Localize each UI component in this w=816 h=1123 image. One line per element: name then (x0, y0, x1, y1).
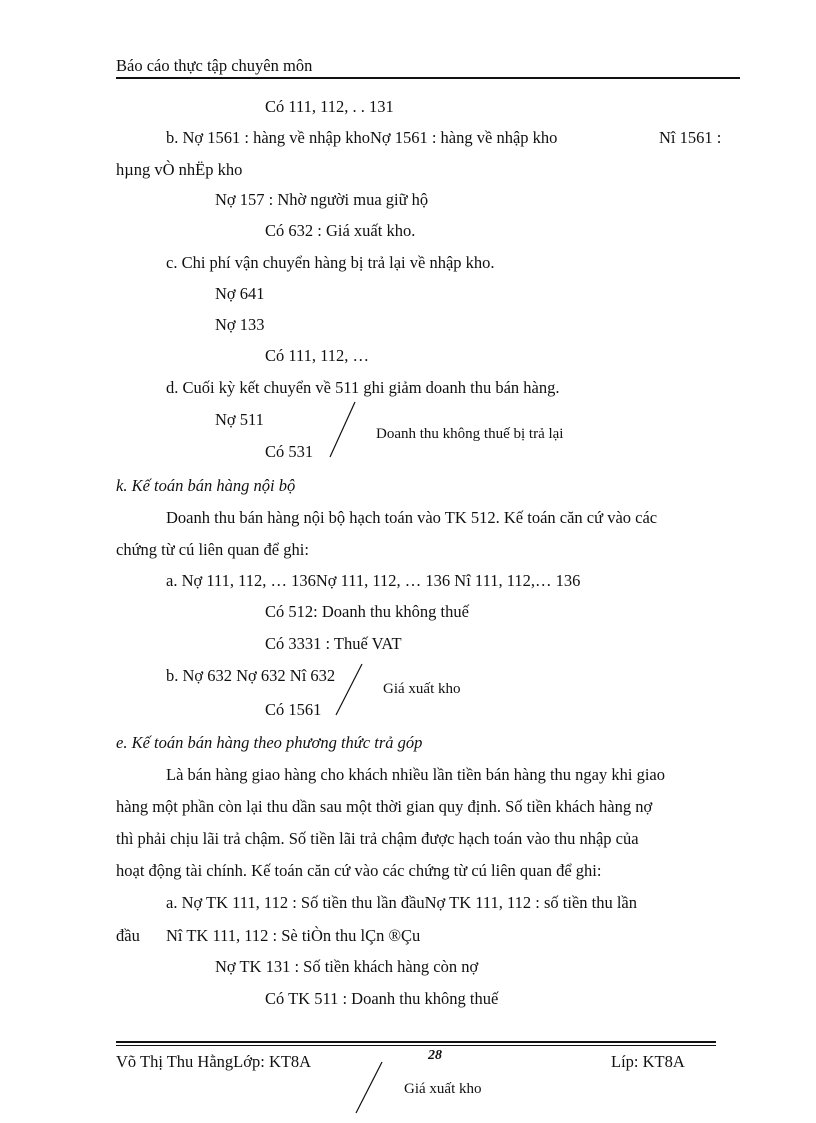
entry-line: Nî 1561 : (659, 128, 722, 147)
entry-note: Giá xuất kho (383, 681, 461, 697)
entry-line: Có 111, 112, … (265, 346, 370, 365)
paragraph-line: Doanh thu bán hàng nội bộ hạch toán vào TK 512. Kế toán căn cứ vào các (166, 508, 658, 527)
entry-line: Có 1561 (265, 700, 322, 719)
footer-rule (116, 1041, 716, 1043)
entry-line: a. Nợ TK 111, 112 : Số tiền thu lần đầuNợ TK 111, 112 : số tiền thu lần (166, 893, 638, 912)
slash-divider (354, 1060, 386, 1116)
paragraph-line: hàng một phần còn lại thu dần sau một thời gian quy định. Số tiền khách hàng nợ (116, 797, 653, 816)
entry-line: Nợ 157 : Nhờ người mua giữ hộ (215, 190, 429, 209)
footer-rule (116, 1045, 716, 1046)
slash-divider (334, 662, 366, 718)
entry-line: a. Nợ 111, 112, … 136Nợ 111, 112, … 136 Nî 111, 112,… 136 (166, 571, 581, 590)
entry-note: Doanh thu không thuế bị trả lại (376, 426, 564, 442)
page-number: 28 (428, 1048, 442, 1063)
entry-line: Có TK 511 : Doanh thu không thuế (265, 989, 499, 1008)
overflow-note: Giá xuất kho (404, 1081, 482, 1097)
entry-line: hµng vÒ nhËp kho (116, 160, 243, 179)
page-header-title: Báo cáo thực tập chuyên môn (116, 56, 313, 75)
footer-author: Võ Thị Thu HằngLớp: KT8A (116, 1052, 312, 1071)
slash-divider (328, 400, 358, 460)
entry-line: đầu (116, 926, 140, 945)
header-rule (116, 77, 740, 79)
entry-line: Có 632 : Giá xuất kho. (265, 221, 416, 240)
paragraph-line: thì phải chịu lãi trả chậm. Số tiền lãi trả chậm được hạch toán vào thu nhập của (116, 829, 639, 848)
entry-line: b. Nợ 1561 : hàng về nhập khoNợ 1561 : hàng về nhập kho (166, 128, 558, 147)
section-heading: k. Kế toán bán hàng nội bộ (116, 476, 296, 495)
entry-line: Nợ 641 (215, 284, 265, 303)
entry-line: Có 531 (265, 442, 314, 461)
paragraph-line: Là bán hàng giao hàng cho khách nhiều lần tiền bán hàng thu ngay khi giao (166, 765, 665, 784)
entry-line: Nợ TK 131 : Số tiền khách hàng còn nợ (215, 957, 479, 976)
entry-line: Có 3331 : Thuế VAT (265, 634, 402, 653)
entry-line: d. Cuối kỳ kết chuyển về 511 ghi giảm doanh thu bán hàng. (166, 378, 560, 397)
entry-line: Có 512: Doanh thu không thuế (265, 602, 469, 621)
entry-line: Có 111, 112, . . 131 (265, 97, 394, 116)
entry-line: Nî TK 111, 112 : Sè tiÒn thu lÇn ®Çu (166, 926, 421, 945)
paragraph-line: hoạt động tài chính. Kế toán căn cứ vào các chứng từ cú liên quan để ghi: (116, 861, 602, 880)
paragraph-line: chứng từ cú liên quan để ghi: (116, 540, 309, 559)
entry-line: Nợ 133 (215, 315, 265, 334)
entry-line: Nợ 511 (215, 410, 264, 429)
footer-class: Líp: KT8A (611, 1052, 685, 1071)
section-heading: e. Kế toán bán hàng theo phương thức trả góp (116, 733, 423, 752)
entry-line: b. Nợ 632 Nợ 632 Nî 632 (166, 666, 336, 685)
entry-line: c. Chi phí vận chuyển hàng bị trả lại về nhập kho. (166, 253, 495, 272)
